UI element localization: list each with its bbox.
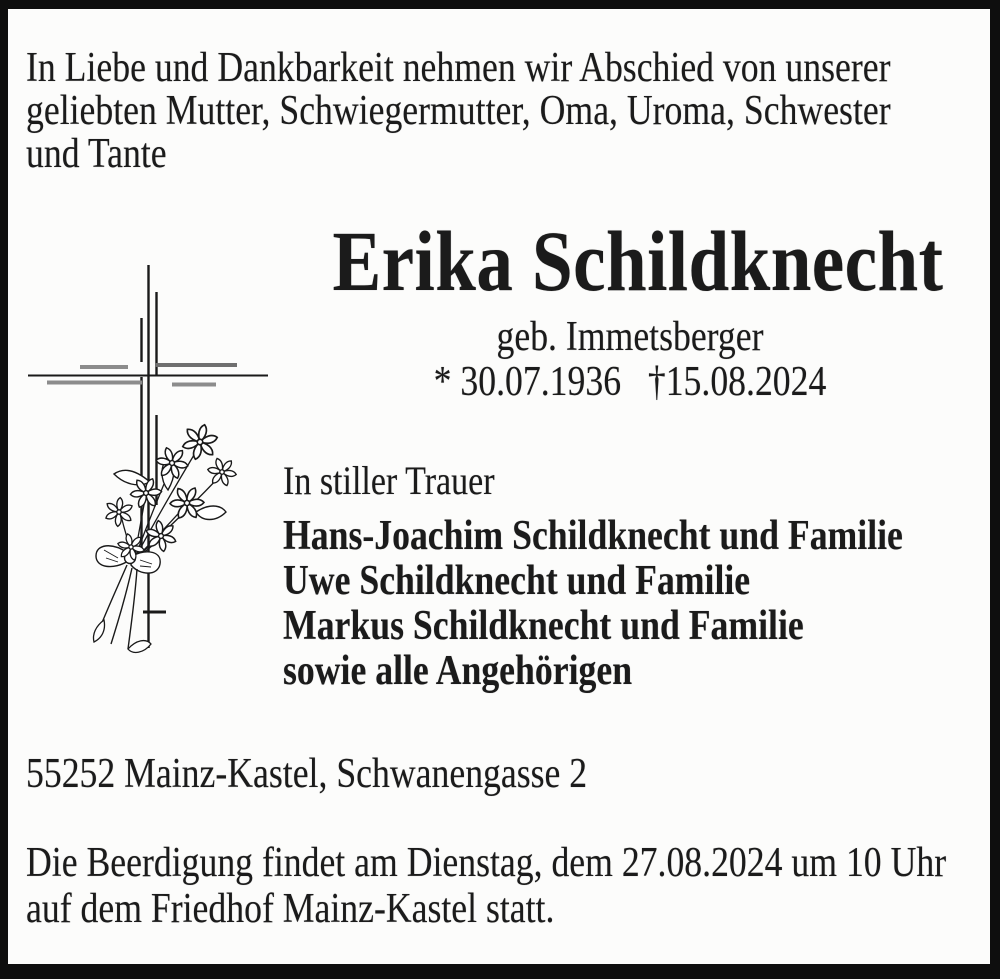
address-line: 55252 Mainz-Kastel, Schwanengasse 2	[26, 751, 588, 797]
mourners-list	[283, 514, 903, 694]
maiden-name: geb. Immetsberger	[496, 314, 764, 360]
mourning-lead: In stiller Trauer	[283, 458, 495, 503]
mourner-line: Markus Schildknecht und Familie	[283, 603, 804, 649]
funeral-info	[26, 840, 946, 932]
funeral-line: Die Beerdigung findet am Dienstag, dem 27.08.2024 um 10 Uhr	[26, 840, 947, 886]
intro-paragraph	[26, 47, 891, 176]
memorial-cross-icon	[28, 265, 268, 648]
mourner-line: sowie alle Angehörigen	[283, 648, 633, 694]
deceased-block	[332, 213, 944, 405]
intro-line: In Liebe und Dankbarkeit nehmen wir Abschied von unserer	[26, 45, 891, 91]
mourning-block	[283, 458, 903, 694]
deceased-name: Erika Schildknecht	[332, 213, 944, 309]
life-dates: * 30.07.1936 †15.08.2024	[433, 359, 827, 405]
mourner-line: Hans-Joachim Schildknecht und Familie	[283, 513, 903, 559]
intro-line: geliebten Mutter, Schwiegermutter, Oma, Uroma, Schwester	[26, 88, 891, 134]
cross-and-bouquet-illustration	[0, 250, 300, 670]
intro-line: und Tante	[26, 131, 167, 177]
mourner-line: Uwe Schildknecht und Familie	[283, 558, 751, 604]
funeral-line: auf dem Friedhof Mainz-Kastel statt.	[26, 886, 555, 932]
flower-bouquet-icon	[93, 420, 241, 652]
